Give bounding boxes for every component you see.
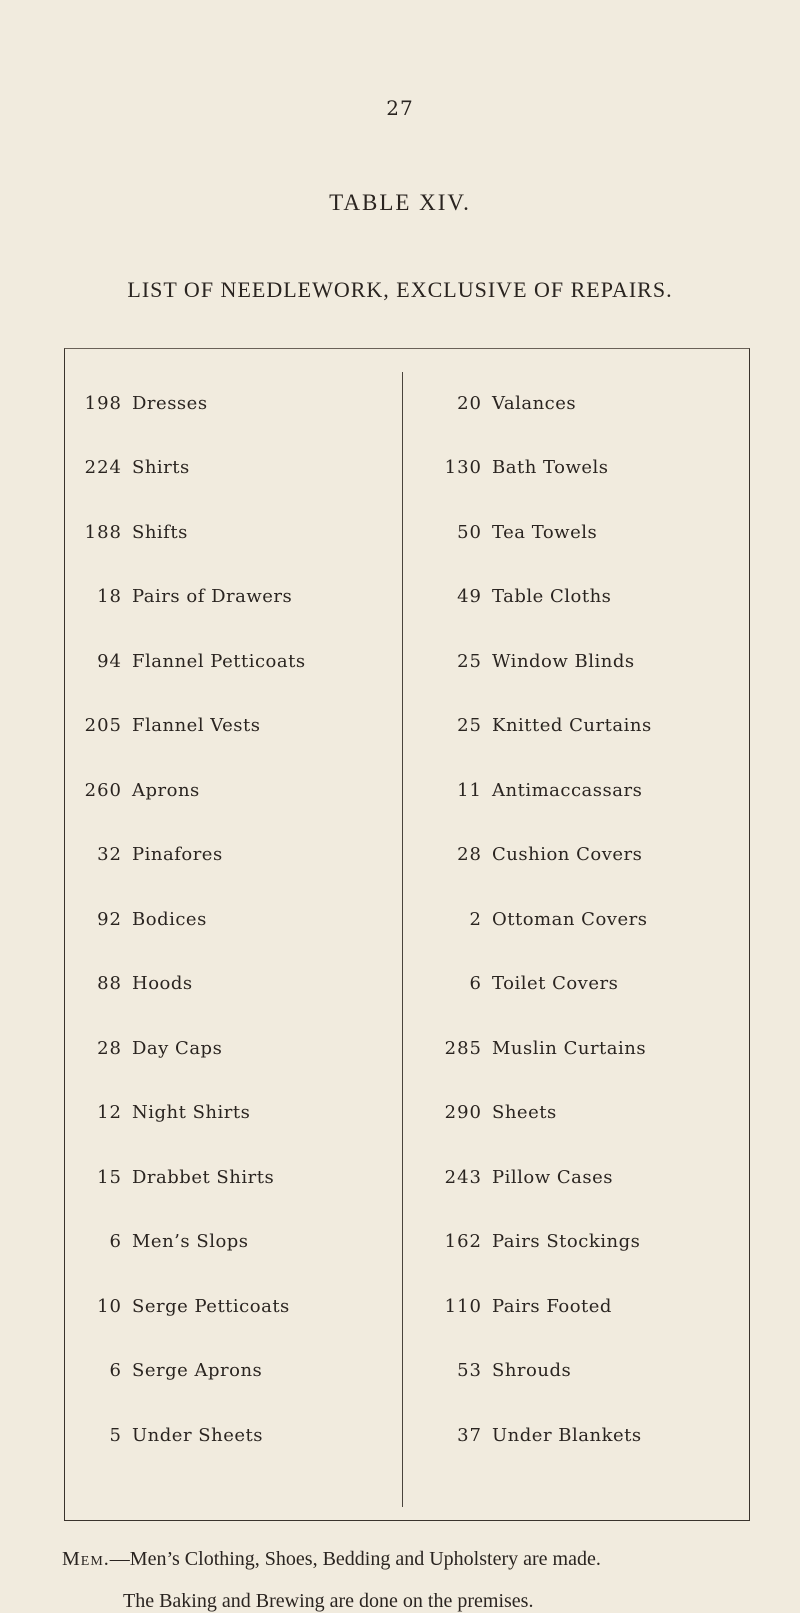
memo-line-1 (62, 1548, 601, 1571)
table-row (402, 1145, 750, 1210)
table-row (64, 823, 402, 888)
item-name: Pillow Cases (492, 1166, 613, 1188)
item-name: Night Shirts (132, 1102, 251, 1124)
item-quantity: 2 (469, 908, 482, 930)
table-row (402, 565, 750, 630)
item-name: Sheets (492, 1102, 557, 1124)
right-column (402, 371, 750, 1468)
item-quantity: 18 (97, 586, 122, 608)
table-row (64, 565, 402, 630)
item-name: Window Blinds (492, 650, 635, 672)
item-name: Ottoman Covers (492, 908, 648, 930)
item-quantity: 205 (84, 715, 122, 737)
item-quantity: 92 (97, 908, 122, 930)
item-quantity: 110 (444, 1295, 482, 1317)
memo-line-2: The Baking and Brewing are done on the premises. (123, 1590, 534, 1612)
item-quantity: 88 (97, 973, 122, 995)
item-quantity: 49 (457, 586, 482, 608)
memo-prefix: Mem. (62, 1548, 110, 1570)
item-quantity: 25 (457, 715, 482, 737)
item-name: Hoods (132, 973, 193, 995)
item-quantity: 188 (84, 521, 122, 543)
table-row (402, 887, 750, 952)
table-row (64, 952, 402, 1017)
item-quantity: 12 (97, 1102, 122, 1124)
item-name: Table Cloths (492, 586, 612, 608)
table-row (64, 500, 402, 565)
table-row (64, 758, 402, 823)
table-row (402, 758, 750, 823)
item-quantity: 28 (457, 844, 482, 866)
item-name: Pairs Stockings (492, 1231, 641, 1253)
item-quantity: 260 (84, 779, 122, 801)
item-quantity: 28 (97, 1037, 122, 1059)
table-row (402, 500, 750, 565)
item-name: Bath Towels (492, 457, 609, 479)
item-quantity: 11 (457, 779, 482, 801)
left-column (64, 371, 402, 1468)
item-quantity: 6 (109, 1360, 122, 1382)
table-row (402, 629, 750, 694)
item-quantity: 224 (84, 457, 122, 479)
table-row (402, 436, 750, 501)
item-name: Muslin Curtains (492, 1037, 647, 1059)
item-name: Flannel Vests (132, 715, 261, 737)
item-quantity: 290 (444, 1102, 482, 1124)
table-row (64, 1339, 402, 1404)
item-quantity: 6 (109, 1231, 122, 1253)
table-row (402, 1016, 750, 1081)
table-row (64, 1210, 402, 1275)
table-row (402, 1339, 750, 1404)
table-row (402, 952, 750, 1017)
table-row (402, 1403, 750, 1468)
item-name: Flannel Petticoats (132, 650, 306, 672)
table-row (402, 1274, 750, 1339)
table-row (64, 887, 402, 952)
item-name: Under Blankets (492, 1424, 642, 1446)
table-row (402, 1081, 750, 1146)
item-name: Serge Aprons (132, 1360, 263, 1382)
item-quantity: 32 (97, 844, 122, 866)
item-name: Shirts (132, 457, 190, 479)
item-name: Drabbet Shirts (132, 1166, 275, 1188)
item-name: Knitted Curtains (492, 715, 652, 737)
item-quantity: 6 (469, 973, 482, 995)
table-row (64, 371, 402, 436)
item-quantity: 15 (97, 1166, 122, 1188)
table-row (402, 1210, 750, 1275)
item-name: Day Caps (132, 1037, 223, 1059)
table-row (64, 1274, 402, 1339)
item-name: Toilet Covers (492, 973, 619, 995)
item-name: Antimaccassars (492, 779, 643, 801)
table-subtitle: LIST OF NEEDLEWORK, EXCLUSIVE OF REPAIRS. (127, 277, 673, 302)
table-row (64, 1081, 402, 1146)
table-row (64, 1016, 402, 1081)
item-quantity: 53 (457, 1360, 482, 1382)
memo-text-1: —Men’s Clothing, Shoes, Bedding and Upholstery are made. (109, 1548, 601, 1570)
table-row (402, 371, 750, 436)
item-name: Shrouds (492, 1360, 572, 1382)
item-name: Shifts (132, 521, 188, 543)
item-quantity: 285 (444, 1037, 482, 1059)
item-quantity: 37 (457, 1424, 482, 1446)
item-quantity: 198 (84, 392, 122, 414)
item-quantity: 25 (457, 650, 482, 672)
item-name: Aprons (132, 779, 200, 801)
item-quantity: 94 (97, 650, 122, 672)
item-name: Valances (492, 392, 577, 414)
item-quantity: 5 (109, 1424, 122, 1446)
item-name: Cushion Covers (492, 844, 643, 866)
table-row (64, 694, 402, 759)
item-quantity: 20 (457, 392, 482, 414)
table-row (64, 436, 402, 501)
item-quantity: 130 (444, 457, 482, 479)
item-name: Pairs Footed (492, 1295, 612, 1317)
table-row (64, 629, 402, 694)
item-name: Dresses (132, 392, 208, 414)
page-number: 27 (386, 96, 414, 120)
table-title: TABLE XIV. (329, 190, 471, 215)
item-name: Men’s Slops (132, 1231, 249, 1253)
table-row (402, 823, 750, 888)
item-name: Serge Petticoats (132, 1295, 290, 1317)
table-row (64, 1403, 402, 1468)
item-quantity: 243 (444, 1166, 482, 1188)
item-quantity: 50 (457, 521, 482, 543)
item-quantity: 10 (97, 1295, 122, 1317)
item-name: Pairs of Drawers (132, 586, 293, 608)
table-row (64, 1145, 402, 1210)
table-row (402, 694, 750, 759)
item-name: Under Sheets (132, 1424, 263, 1446)
item-name: Bodices (132, 908, 207, 930)
item-name: Pinafores (132, 844, 223, 866)
item-quantity: 162 (444, 1231, 482, 1253)
item-name: Tea Towels (492, 521, 598, 543)
